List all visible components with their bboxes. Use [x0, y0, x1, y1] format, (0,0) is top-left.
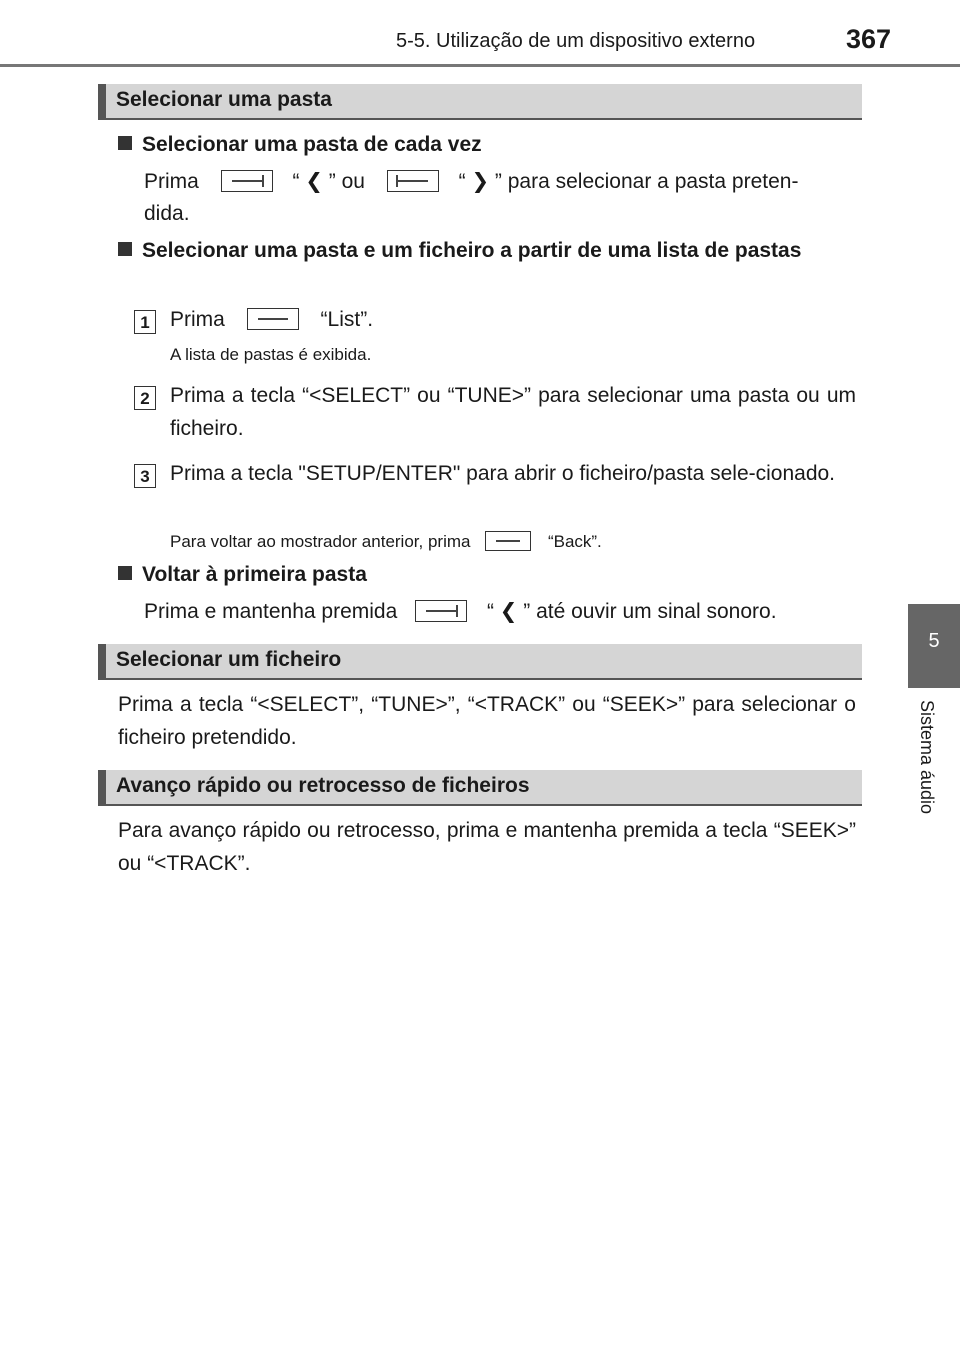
paragraph-select-one [144, 165, 856, 198]
paragraph-select-one-cont: dida. [144, 202, 190, 225]
section-heading-text: Selecionar uma pasta [116, 88, 332, 111]
step-number-1: 1 [134, 310, 156, 334]
text: Prima e mantenha premida [144, 600, 398, 623]
header-section-title: 5-5. Utilização de um dispositivo externo [396, 30, 756, 52]
text: Para voltar ao mostrador anterior, prima [170, 532, 471, 551]
subheading-folder-list [118, 234, 856, 267]
section-heading-select-file [98, 644, 862, 680]
button-icon-left [415, 600, 467, 622]
section-heading-text: Avanço rápido ou retrocesso de ficheiros [116, 774, 530, 797]
chapter-number: 5 [928, 630, 940, 652]
chapter-tab [908, 604, 960, 688]
subheading-one-folder [118, 128, 482, 161]
step-3-text: Prima a tecla "SETUP/ENTER" para abrir o ficheiro/pasta sele-cionado. [170, 462, 836, 485]
subheading-first-folder [118, 558, 367, 591]
step-number-2: 2 [134, 386, 156, 410]
section-heading-text: Selecionar um ficheiro [116, 648, 342, 671]
button-icon [247, 308, 299, 330]
paragraph-fast-forward: Para avanço rápido ou retrocesso, prima e mantenha premida a tecla “SEEK>” ou “<TRACK”. [118, 819, 856, 875]
step-2-text: Prima a tecla “<SELECT” ou “TUNE>” para selecionar uma pasta ou um ficheiro. [170, 384, 856, 440]
button-icon-left [221, 170, 273, 192]
text: “Back”. [547, 532, 602, 551]
step-number-3: 3 [134, 464, 156, 488]
text: Prima [144, 170, 199, 193]
step-1-text [170, 303, 373, 336]
paragraph-first-folder [144, 595, 777, 628]
subheading-text: Voltar à primeira pasta [142, 563, 367, 586]
step-1-note: A lista de pastas é exibida. [170, 345, 372, 364]
text: Prima [170, 308, 225, 331]
text: “ ❮ ” até ouvir um sinal sonoro. [486, 600, 777, 623]
step-3-note [170, 531, 602, 552]
square-bullet-icon [118, 566, 132, 580]
text: “ ❮ ” ou [292, 170, 365, 193]
chapter-label: Sistema áudio [917, 700, 937, 815]
text: “ ❯ ” para selecionar a pasta preten- [458, 170, 799, 193]
header-rule [0, 64, 960, 67]
subheading-text: Selecionar uma pasta e um ficheiro a partir de uma lista de pastas [142, 239, 802, 262]
paragraph-select-file: Prima a tecla “<SELECT”, “TUNE>”, “<TRACK” ou “SEEK>” para selecionar o ficheiro pretendido. [118, 693, 856, 749]
subheading-text: Selecionar uma pasta de cada vez [142, 133, 482, 156]
square-bullet-icon [118, 242, 132, 256]
page-number: 367 [846, 24, 892, 54]
section-heading-select-folder [98, 84, 862, 120]
button-icon [485, 531, 531, 551]
section-heading-fast-forward [98, 770, 862, 806]
square-bullet-icon [118, 136, 132, 150]
button-icon-right [387, 170, 439, 192]
text: “List”. [320, 308, 374, 331]
